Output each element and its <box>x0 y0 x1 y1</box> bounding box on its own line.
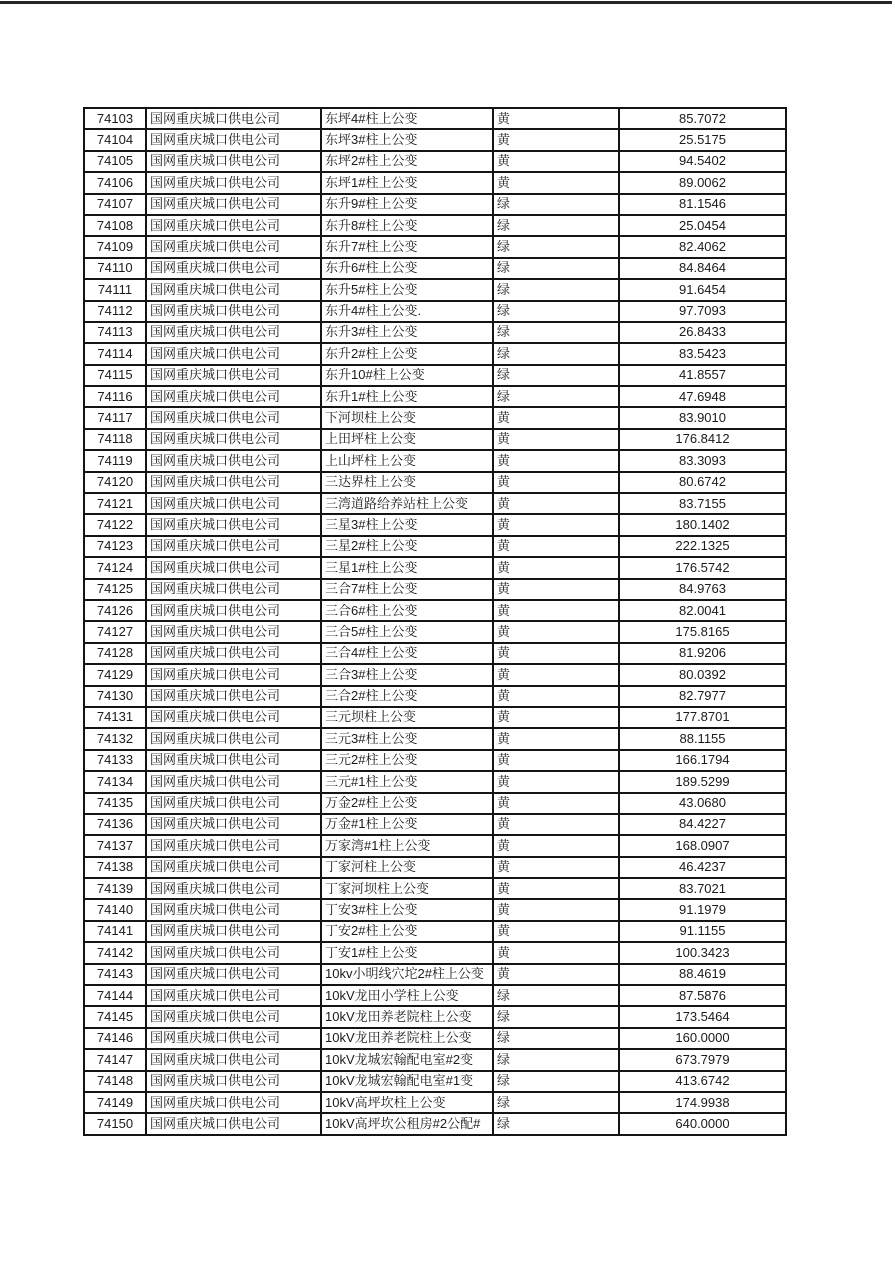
cell-status[interactable]: 黄 <box>493 493 619 514</box>
cell-row-id[interactable]: 74134 <box>84 771 146 792</box>
table-row <box>84 579 786 600</box>
cell-status[interactable]: 绿 <box>493 279 619 300</box>
cell-value[interactable]: 168.0907 <box>619 835 786 856</box>
table-row <box>84 557 786 578</box>
cell-status[interactable]: 黄 <box>493 429 619 450</box>
cell-row-id[interactable]: 74114 <box>84 343 146 364</box>
cell-equipment[interactable]: 三星3#柱上公变 <box>321 514 493 535</box>
cell-equipment[interactable]: 10kv小明线穴坨2#柱上公变 <box>321 964 493 985</box>
cell-equipment[interactable]: 10kV龙城宏翰配电室#2变 <box>321 1049 493 1070</box>
table-row <box>84 814 786 835</box>
cell-value[interactable]: 180.1402 <box>619 514 786 535</box>
cell-row-id[interactable]: 74112 <box>84 301 146 322</box>
cell-status[interactable]: 黄 <box>493 472 619 493</box>
cell-status[interactable]: 绿 <box>493 365 619 386</box>
cell-row-id[interactable]: 74120 <box>84 472 146 493</box>
cell-status[interactable]: 绿 <box>493 1049 619 1070</box>
cell-status[interactable]: 黄 <box>493 878 619 899</box>
cell-row-id[interactable]: 74132 <box>84 728 146 749</box>
cell-equipment[interactable]: 上山坪柱上公变 <box>321 450 493 471</box>
cell-value[interactable]: 160.0000 <box>619 1028 786 1049</box>
cell-equipment[interactable]: 东坪4#柱上公变 <box>321 108 493 129</box>
cell-value[interactable]: 175.8165 <box>619 621 786 642</box>
cell-equipment[interactable]: 三星2#柱上公变 <box>321 536 493 557</box>
table-row <box>84 1028 786 1049</box>
cell-status[interactable]: 黄 <box>493 835 619 856</box>
cell-row-id[interactable]: 74111 <box>84 279 146 300</box>
cell-equipment[interactable]: 10kV龙田养老院柱上公变 <box>321 1028 493 1049</box>
cell-status[interactable]: 黄 <box>493 557 619 578</box>
cell-equipment[interactable]: 三星1#柱上公变 <box>321 557 493 578</box>
cell-equipment[interactable]: 丁安2#柱上公变 <box>321 921 493 942</box>
cell-status[interactable]: 黄 <box>493 643 619 664</box>
cell-value[interactable]: 26.8433 <box>619 322 786 343</box>
table-row <box>84 686 786 707</box>
cell-value[interactable]: 25.5175 <box>619 129 786 150</box>
cell-equipment[interactable]: 10kV高坪坎柱上公变 <box>321 1092 493 1113</box>
cell-status[interactable]: 绿 <box>493 386 619 407</box>
cell-value[interactable]: 82.7977 <box>619 686 786 707</box>
cell-value[interactable]: 84.8464 <box>619 258 786 279</box>
cell-value[interactable]: 173.5464 <box>619 1006 786 1027</box>
cell-row-id[interactable]: 74126 <box>84 600 146 621</box>
cell-value[interactable]: 84.4227 <box>619 814 786 835</box>
cell-status[interactable]: 黄 <box>493 814 619 835</box>
table-row <box>84 151 786 172</box>
cell-equipment[interactable]: 东升1#柱上公变 <box>321 386 493 407</box>
table-row <box>84 301 786 322</box>
cell-equipment[interactable]: 三达界柱上公变 <box>321 472 493 493</box>
cell-equipment[interactable]: 丁家河坝柱上公变 <box>321 878 493 899</box>
cell-row-id[interactable]: 74123 <box>84 536 146 557</box>
cell-company[interactable]: 国网重庆城口供电公司 <box>146 964 321 985</box>
cell-status[interactable]: 黄 <box>493 108 619 129</box>
cell-company[interactable]: 国网重庆城口供电公司 <box>146 236 321 257</box>
cell-company[interactable]: 国网重庆城口供电公司 <box>146 365 321 386</box>
cell-equipment[interactable]: 东坪3#柱上公变 <box>321 129 493 150</box>
table-body <box>84 108 786 1135</box>
table-row <box>84 514 786 535</box>
cell-row-id[interactable]: 74127 <box>84 621 146 642</box>
cell-company[interactable]: 国网重庆城口供电公司 <box>146 1049 321 1070</box>
cell-row-id[interactable]: 74130 <box>84 686 146 707</box>
cell-company[interactable]: 国网重庆城口供电公司 <box>146 750 321 771</box>
cell-company[interactable]: 国网重庆城口供电公司 <box>146 771 321 792</box>
cell-row-id[interactable]: 74133 <box>84 750 146 771</box>
cell-row-id[interactable]: 74145 <box>84 1006 146 1027</box>
table-row <box>84 129 786 150</box>
cell-value[interactable]: 189.5299 <box>619 771 786 792</box>
cell-equipment[interactable]: 东升9#柱上公变 <box>321 194 493 215</box>
cell-value[interactable]: 88.4619 <box>619 964 786 985</box>
cell-value[interactable]: 94.5402 <box>619 151 786 172</box>
cell-equipment[interactable]: 三元#1柱上公变 <box>321 771 493 792</box>
cell-status[interactable]: 黄 <box>493 579 619 600</box>
table-row <box>84 536 786 557</box>
cell-row-id[interactable]: 74137 <box>84 835 146 856</box>
cell-row-id[interactable]: 74136 <box>84 814 146 835</box>
cell-value[interactable]: 43.0680 <box>619 793 786 814</box>
cell-status[interactable]: 黄 <box>493 151 619 172</box>
table-row <box>84 493 786 514</box>
cell-value[interactable]: 87.5876 <box>619 985 786 1006</box>
cell-value[interactable]: 91.1979 <box>619 899 786 920</box>
cell-status[interactable]: 黄 <box>493 450 619 471</box>
cell-company[interactable]: 国网重庆城口供电公司 <box>146 129 321 150</box>
table-row <box>84 857 786 878</box>
cell-company[interactable]: 国网重庆城口供电公司 <box>146 793 321 814</box>
cell-company[interactable]: 国网重庆城口供电公司 <box>146 215 321 236</box>
cell-status[interactable]: 黄 <box>493 707 619 728</box>
cell-company[interactable]: 国网重庆城口供电公司 <box>146 472 321 493</box>
cell-row-id[interactable]: 74106 <box>84 172 146 193</box>
cell-status[interactable]: 黄 <box>493 750 619 771</box>
cell-company[interactable]: 国网重庆城口供电公司 <box>146 194 321 215</box>
cell-equipment[interactable]: 丁安1#柱上公变 <box>321 942 493 963</box>
table-row <box>84 322 786 343</box>
cell-company[interactable]: 国网重庆城口供电公司 <box>146 279 321 300</box>
cell-status[interactable]: 黄 <box>493 686 619 707</box>
table-row <box>84 279 786 300</box>
cell-company[interactable]: 国网重庆城口供电公司 <box>146 450 321 471</box>
cell-row-id[interactable]: 74135 <box>84 793 146 814</box>
cell-value[interactable]: 673.7979 <box>619 1049 786 1070</box>
cell-row-id[interactable]: 74150 <box>84 1113 146 1134</box>
cell-value[interactable]: 25.0454 <box>619 215 786 236</box>
cell-company[interactable]: 国网重庆城口供电公司 <box>146 664 321 685</box>
cell-company[interactable]: 国网重庆城口供电公司 <box>146 728 321 749</box>
table-row <box>84 771 786 792</box>
table-row <box>84 899 786 920</box>
table-row <box>84 707 786 728</box>
cell-equipment[interactable]: 东坪2#柱上公变 <box>321 151 493 172</box>
cell-status[interactable]: 绿 <box>493 1113 619 1134</box>
table-row <box>84 386 786 407</box>
cell-company[interactable]: 国网重庆城口供电公司 <box>146 343 321 364</box>
cell-status[interactable]: 黄 <box>493 921 619 942</box>
cell-company[interactable]: 国网重庆城口供电公司 <box>146 151 321 172</box>
cell-company[interactable]: 国网重庆城口供电公司 <box>146 557 321 578</box>
cell-row-id[interactable]: 74109 <box>84 236 146 257</box>
cell-equipment[interactable]: 东升4#柱上公变. <box>321 301 493 322</box>
cell-company[interactable]: 国网重庆城口供电公司 <box>146 579 321 600</box>
cell-value[interactable]: 83.7155 <box>619 493 786 514</box>
cell-equipment[interactable]: 10kV龙田小学柱上公变 <box>321 985 493 1006</box>
cell-row-id[interactable]: 74147 <box>84 1049 146 1070</box>
cell-value[interactable]: 46.4237 <box>619 857 786 878</box>
window-top-edge <box>0 1 892 4</box>
cell-status[interactable]: 绿 <box>493 258 619 279</box>
table-row <box>84 600 786 621</box>
cell-company[interactable]: 国网重庆城口供电公司 <box>146 643 321 664</box>
cell-equipment[interactable]: 东升3#柱上公变 <box>321 322 493 343</box>
table-row <box>84 258 786 279</box>
cell-company[interactable]: 国网重庆城口供电公司 <box>146 1113 321 1134</box>
cell-value[interactable]: 83.5423 <box>619 343 786 364</box>
cell-company[interactable]: 国网重庆城口供电公司 <box>146 921 321 942</box>
cell-row-id[interactable]: 74146 <box>84 1028 146 1049</box>
cell-value[interactable]: 177.8701 <box>619 707 786 728</box>
cell-value[interactable]: 88.1155 <box>619 728 786 749</box>
cell-value[interactable]: 85.7072 <box>619 108 786 129</box>
cell-company[interactable]: 国网重庆城口供电公司 <box>146 429 321 450</box>
cell-value[interactable]: 80.6742 <box>619 472 786 493</box>
cell-status[interactable]: 绿 <box>493 1092 619 1113</box>
cell-row-id[interactable]: 74124 <box>84 557 146 578</box>
table-row <box>84 215 786 236</box>
table-row <box>84 728 786 749</box>
cell-company[interactable]: 国网重庆城口供电公司 <box>146 108 321 129</box>
table-row <box>84 985 786 1006</box>
cell-company[interactable]: 国网重庆城口供电公司 <box>146 1071 321 1092</box>
cell-row-id[interactable]: 74140 <box>84 899 146 920</box>
cell-company[interactable]: 国网重庆城口供电公司 <box>146 536 321 557</box>
cell-company[interactable]: 国网重庆城口供电公司 <box>146 878 321 899</box>
cell-equipment[interactable]: 三合4#柱上公变 <box>321 643 493 664</box>
cell-row-id[interactable]: 74139 <box>84 878 146 899</box>
cell-value[interactable]: 413.6742 <box>619 1071 786 1092</box>
cell-row-id[interactable]: 74138 <box>84 857 146 878</box>
table-row <box>84 1113 786 1134</box>
cell-company[interactable]: 国网重庆城口供电公司 <box>146 1006 321 1027</box>
cell-company[interactable]: 国网重庆城口供电公司 <box>146 407 321 428</box>
table-row <box>84 1071 786 1092</box>
data-table <box>83 107 787 1136</box>
table-row <box>84 429 786 450</box>
cell-value[interactable]: 176.5742 <box>619 557 786 578</box>
table-row <box>84 172 786 193</box>
cell-row-id[interactable]: 74125 <box>84 579 146 600</box>
cell-value[interactable]: 80.0392 <box>619 664 786 685</box>
cell-equipment[interactable]: 三合5#柱上公变 <box>321 621 493 642</box>
cell-company[interactable]: 国网重庆城口供电公司 <box>146 857 321 878</box>
cell-value[interactable]: 166.1794 <box>619 750 786 771</box>
cell-value[interactable]: 41.8557 <box>619 365 786 386</box>
table-row <box>84 236 786 257</box>
cell-equipment[interactable]: 东升6#柱上公变 <box>321 258 493 279</box>
table-row <box>84 365 786 386</box>
table-row <box>84 621 786 642</box>
cell-status[interactable]: 黄 <box>493 129 619 150</box>
cell-equipment[interactable]: 三元坝柱上公变 <box>321 707 493 728</box>
table-row <box>84 343 786 364</box>
cell-row-id[interactable]: 74131 <box>84 707 146 728</box>
cell-row-id[interactable]: 74104 <box>84 129 146 150</box>
cell-status[interactable]: 黄 <box>493 621 619 642</box>
cell-status[interactable]: 绿 <box>493 1028 619 1049</box>
table-row <box>84 472 786 493</box>
cell-value[interactable]: 82.0041 <box>619 600 786 621</box>
cell-value[interactable]: 83.7021 <box>619 878 786 899</box>
cell-row-id[interactable]: 74113 <box>84 322 146 343</box>
cell-row-id[interactable]: 74149 <box>84 1092 146 1113</box>
cell-company[interactable]: 国网重庆城口供电公司 <box>146 1028 321 1049</box>
cell-status[interactable]: 绿 <box>493 343 619 364</box>
cell-status[interactable]: 黄 <box>493 514 619 535</box>
table-row <box>84 1092 786 1113</box>
cell-equipment[interactable]: 万金#1柱上公变 <box>321 814 493 835</box>
cell-company[interactable]: 国网重庆城口供电公司 <box>146 493 321 514</box>
cell-equipment[interactable]: 东升7#柱上公变 <box>321 236 493 257</box>
cell-equipment[interactable]: 上田坪柱上公变 <box>321 429 493 450</box>
cell-company[interactable]: 国网重庆城口供电公司 <box>146 621 321 642</box>
cell-value[interactable]: 83.9010 <box>619 407 786 428</box>
cell-company[interactable]: 国网重庆城口供电公司 <box>146 835 321 856</box>
table-row <box>84 1049 786 1070</box>
cell-row-id[interactable]: 74105 <box>84 151 146 172</box>
cell-equipment[interactable]: 三合6#柱上公变 <box>321 600 493 621</box>
cell-row-id[interactable]: 74110 <box>84 258 146 279</box>
cell-equipment[interactable]: 10kV龙城宏翰配电室#1变 <box>321 1071 493 1092</box>
table-row <box>84 835 786 856</box>
cell-company[interactable]: 国网重庆城口供电公司 <box>146 707 321 728</box>
cell-row-id[interactable]: 74144 <box>84 985 146 1006</box>
cell-row-id[interactable]: 74129 <box>84 664 146 685</box>
cell-row-id[interactable]: 74148 <box>84 1071 146 1092</box>
cell-company[interactable]: 国网重庆城口供电公司 <box>146 258 321 279</box>
cell-company[interactable]: 国网重庆城口供电公司 <box>146 600 321 621</box>
cell-status[interactable]: 绿 <box>493 1071 619 1092</box>
cell-equipment[interactable]: 丁安3#柱上公变 <box>321 899 493 920</box>
cell-equipment[interactable]: 丁家河柱上公变 <box>321 857 493 878</box>
cell-company[interactable]: 国网重庆城口供电公司 <box>146 386 321 407</box>
cell-row-id[interactable]: 74141 <box>84 921 146 942</box>
cell-row-id[interactable]: 74103 <box>84 108 146 129</box>
cell-value[interactable]: 174.9938 <box>619 1092 786 1113</box>
table-row <box>84 942 786 963</box>
cell-equipment[interactable]: 三合2#柱上公变 <box>321 686 493 707</box>
cell-equipment[interactable]: 东升8#柱上公变 <box>321 215 493 236</box>
cell-value[interactable]: 47.6948 <box>619 386 786 407</box>
cell-status[interactable]: 绿 <box>493 236 619 257</box>
cell-row-id[interactable]: 74117 <box>84 407 146 428</box>
cell-row-id[interactable]: 74122 <box>84 514 146 535</box>
cell-status[interactable]: 绿 <box>493 301 619 322</box>
table-row <box>84 750 786 771</box>
cell-row-id[interactable]: 74128 <box>84 643 146 664</box>
cell-status[interactable]: 黄 <box>493 899 619 920</box>
cell-company[interactable]: 国网重庆城口供电公司 <box>146 301 321 322</box>
cell-value[interactable]: 91.6454 <box>619 279 786 300</box>
cell-company[interactable]: 国网重庆城口供电公司 <box>146 814 321 835</box>
cell-row-id[interactable]: 74119 <box>84 450 146 471</box>
cell-value[interactable]: 640.0000 <box>619 1113 786 1134</box>
cell-row-id[interactable]: 74118 <box>84 429 146 450</box>
cell-equipment[interactable]: 三元3#柱上公变 <box>321 728 493 749</box>
cell-status[interactable]: 黄 <box>493 942 619 963</box>
spreadsheet-region <box>83 107 785 1136</box>
cell-value[interactable]: 222.1325 <box>619 536 786 557</box>
cell-equipment[interactable]: 东升2#柱上公变 <box>321 343 493 364</box>
cell-value[interactable]: 81.1546 <box>619 194 786 215</box>
cell-status[interactable]: 黄 <box>493 771 619 792</box>
table-row <box>84 793 786 814</box>
table-row <box>84 964 786 985</box>
table-row <box>84 407 786 428</box>
cell-status[interactable]: 黄 <box>493 728 619 749</box>
cell-company[interactable]: 国网重庆城口供电公司 <box>146 942 321 963</box>
cell-company[interactable]: 国网重庆城口供电公司 <box>146 985 321 1006</box>
cell-equipment[interactable]: 东升5#柱上公变 <box>321 279 493 300</box>
cell-row-id[interactable]: 74107 <box>84 194 146 215</box>
cell-status[interactable]: 黄 <box>493 857 619 878</box>
cell-row-id[interactable]: 74143 <box>84 964 146 985</box>
table-row <box>84 194 786 215</box>
cell-company[interactable]: 国网重庆城口供电公司 <box>146 1092 321 1113</box>
cell-company[interactable]: 国网重庆城口供电公司 <box>146 686 321 707</box>
cell-value[interactable]: 81.9206 <box>619 643 786 664</box>
cell-equipment[interactable]: 东升10#柱上公变 <box>321 365 493 386</box>
cell-company[interactable]: 国网重庆城口供电公司 <box>146 322 321 343</box>
cell-status[interactable]: 黄 <box>493 536 619 557</box>
cell-value[interactable]: 89.0062 <box>619 172 786 193</box>
cell-equipment[interactable]: 东坪1#柱上公变 <box>321 172 493 193</box>
cell-equipment[interactable]: 三元2#柱上公变 <box>321 750 493 771</box>
table-row <box>84 664 786 685</box>
cell-status[interactable]: 黄 <box>493 664 619 685</box>
cell-equipment[interactable]: 10kV龙田养老院柱上公变 <box>321 1006 493 1027</box>
cell-status[interactable]: 绿 <box>493 985 619 1006</box>
cell-value[interactable]: 91.1155 <box>619 921 786 942</box>
cell-status[interactable]: 绿 <box>493 194 619 215</box>
cell-equipment[interactable]: 下河坝柱上公变 <box>321 407 493 428</box>
cell-equipment[interactable]: 三湾道路给养站柱上公变 <box>321 493 493 514</box>
table-row <box>84 921 786 942</box>
cell-company[interactable]: 国网重庆城口供电公司 <box>146 899 321 920</box>
cell-row-id[interactable]: 74116 <box>84 386 146 407</box>
cell-status[interactable]: 绿 <box>493 215 619 236</box>
cell-equipment[interactable]: 10kV高坪坎公租房#2公配# <box>321 1113 493 1134</box>
cell-status[interactable]: 绿 <box>493 1006 619 1027</box>
cell-status[interactable]: 黄 <box>493 600 619 621</box>
cell-equipment[interactable]: 万金2#柱上公变 <box>321 793 493 814</box>
cell-status[interactable]: 黄 <box>493 793 619 814</box>
cell-status[interactable]: 黄 <box>493 172 619 193</box>
cell-company[interactable]: 国网重庆城口供电公司 <box>146 514 321 535</box>
table-row <box>84 643 786 664</box>
cell-value[interactable]: 97.7093 <box>619 301 786 322</box>
cell-equipment[interactable]: 万家湾#1柱上公变 <box>321 835 493 856</box>
cell-equipment[interactable]: 三合7#柱上公变 <box>321 579 493 600</box>
cell-status[interactable]: 黄 <box>493 407 619 428</box>
cell-row-id[interactable]: 74108 <box>84 215 146 236</box>
cell-value[interactable]: 83.3093 <box>619 450 786 471</box>
cell-value[interactable]: 82.4062 <box>619 236 786 257</box>
cell-row-id[interactable]: 74121 <box>84 493 146 514</box>
cell-status[interactable]: 黄 <box>493 964 619 985</box>
cell-company[interactable]: 国网重庆城口供电公司 <box>146 172 321 193</box>
table-row <box>84 1006 786 1027</box>
cell-value[interactable]: 100.3423 <box>619 942 786 963</box>
cell-value[interactable]: 176.8412 <box>619 429 786 450</box>
cell-value[interactable]: 84.9763 <box>619 579 786 600</box>
cell-status[interactable]: 绿 <box>493 322 619 343</box>
cell-row-id[interactable]: 74142 <box>84 942 146 963</box>
table-row <box>84 108 786 129</box>
table-row <box>84 450 786 471</box>
cell-row-id[interactable]: 74115 <box>84 365 146 386</box>
table-row <box>84 878 786 899</box>
cell-equipment[interactable]: 三合3#柱上公变 <box>321 664 493 685</box>
